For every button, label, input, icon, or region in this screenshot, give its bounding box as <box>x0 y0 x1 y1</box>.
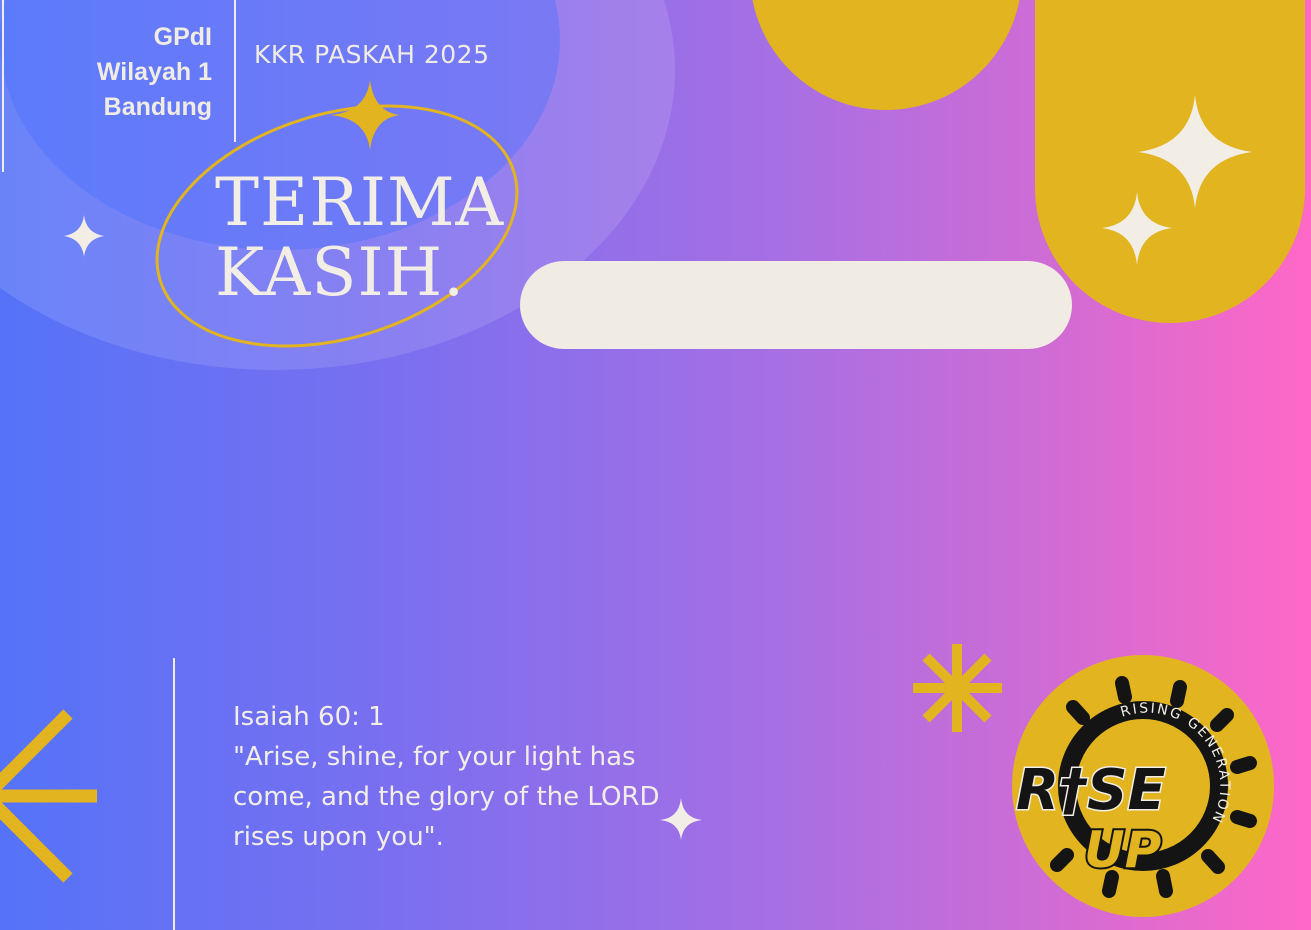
org-line: Bandung <box>103 93 212 121</box>
verse-reference: Isaiah 60: 1 <box>233 702 385 732</box>
org-line: Wilayah 1 <box>96 58 212 86</box>
cream-pill-bar <box>520 261 1072 349</box>
thank-you-title <box>215 164 505 311</box>
bible-verse <box>233 697 753 857</box>
logo-ring-text: RISING GENERATION <box>1118 700 1233 827</box>
verse-line: "Arise, shine, for your light has <box>233 742 636 772</box>
large-sparkle-icon <box>1138 95 1252 208</box>
verse-line: rises upon you". <box>233 822 444 852</box>
logo-sub-text: UP <box>1084 821 1162 879</box>
org-line: GPdI <box>153 23 212 51</box>
rise-up-logo <box>1012 655 1274 917</box>
white-sparkle-icon <box>64 215 104 257</box>
title-line-1: TERIMA <box>215 164 505 241</box>
small-sparkle-icon <box>1102 192 1172 265</box>
gold-sparkle-icon <box>330 80 400 150</box>
event-name: KKR PASKAH 2025 <box>254 40 490 69</box>
verse-line: come, and the glory of the LORD <box>233 782 660 812</box>
title-line-2: KASIH. <box>215 234 466 311</box>
logo-main-text: R†SE <box>1016 758 1166 823</box>
asterisk-icon <box>913 644 1002 732</box>
arrow-left-icon <box>0 714 97 878</box>
